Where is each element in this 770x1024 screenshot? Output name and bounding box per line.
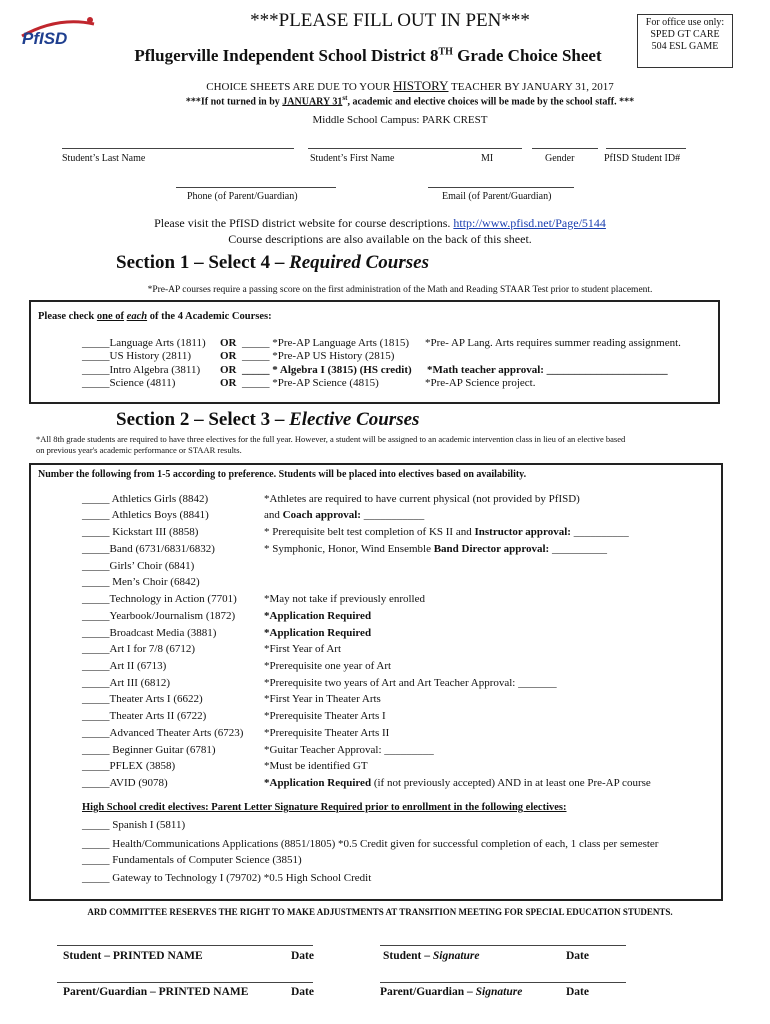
mi-label: MI xyxy=(481,153,494,164)
elective-requirement-note: * Prerequisite belt test completion of KS II and Instructor approval: __________ xyxy=(264,526,629,538)
student-signature-label: Student – Signature xyxy=(383,950,480,962)
hs-row-gateway[interactable]: _____ Gateway to Technology I (79702) *0.5 High School Credit xyxy=(82,872,372,884)
gender-label: Gender xyxy=(545,153,575,164)
first-name-label: Student’s First Name xyxy=(310,153,395,164)
elective-requirement-note: *Application Required xyxy=(264,610,372,622)
late-warning: ***If not turned in by JANUARY 31st, academic and elective choices will be made by the school staff. *** xyxy=(185,94,635,108)
elective-row[interactable] xyxy=(82,593,425,605)
elective-course-label: _____Yearbook/Journalism (1872) xyxy=(82,610,236,622)
required-box-title: Please check one of each of the 4 Academic Courses: xyxy=(38,311,272,322)
elective-requirement-note: *First Year in Theater Arts xyxy=(264,693,381,705)
email-label: Email (of Parent/Guardian) xyxy=(442,191,552,202)
due-date-line: CHOICE SHEETS ARE DUE TO YOUR HISTORY TEACHER BY JANUARY 31, 2017 xyxy=(206,78,614,93)
elective-course-label: _____ Men’s Choir (6842) xyxy=(82,576,200,588)
elective-requirement-note: *Application Required xyxy=(264,627,372,639)
elective-requirement-note: *Application Required (if not previously accepted) AND in at least one Pre-AP course xyxy=(264,777,651,789)
elective-row[interactable] xyxy=(82,627,372,639)
hs-row-spanish[interactable]: _____ Spanish I (5811) xyxy=(82,819,186,831)
elective-course-label: _____Art III (6812) xyxy=(82,677,170,689)
hs-credit-title: High School credit electives: Parent Letter Signature Required prior to enrollment in the following electives: xyxy=(82,802,567,813)
course-link[interactable]: http://www.pfisd.net/Page/5144 xyxy=(453,216,606,230)
student-printed-label: Student – PRINTED NAME xyxy=(63,950,203,962)
office-use-box: For office use only: SPED GT CARE 504 ESL GAME xyxy=(637,14,733,68)
elective-row[interactable] xyxy=(82,526,629,538)
elective-course-label: _____ Athletics Girls (8842) xyxy=(82,493,209,505)
date-label-2: Date xyxy=(566,950,589,962)
last-name-field[interactable] xyxy=(62,148,294,149)
elective-row[interactable] xyxy=(82,677,557,689)
elective-row[interactable] xyxy=(82,560,194,572)
elective-course-label: _____ Kickstart III (8858) xyxy=(82,526,199,538)
elective-course-label: _____ Athletics Boys (8841) xyxy=(82,509,209,521)
date-label-3: Date xyxy=(291,986,314,998)
elective-course-label: _____Broadcast Media (3881) xyxy=(82,627,217,639)
elective-requirement-note: *First Year of Art xyxy=(264,643,342,655)
section2-heading: Section 2 – Select 3 – Elective Courses xyxy=(116,409,420,430)
fill-in-pen-title: ***PLEASE FILL OUT IN PEN*** xyxy=(250,10,530,31)
student-id-label: PfISD Student ID# xyxy=(604,153,681,164)
required-row-us-history[interactable]: _____US History (2811) OR _____ *Pre-AP US History (2815) xyxy=(82,350,395,362)
elective-row[interactable] xyxy=(82,493,580,505)
elective-course-label: _____Theater Arts II (6722) xyxy=(82,710,207,722)
elective-row[interactable] xyxy=(82,509,425,521)
phone-label: Phone (of Parent/Guardian) xyxy=(187,191,298,202)
elective-row[interactable] xyxy=(82,727,390,739)
student-signature-field[interactable] xyxy=(380,945,626,946)
elective-row[interactable] xyxy=(82,576,200,588)
hs-row-health[interactable]: _____ Health/Communications Applications (8851/1805) *0.5 Credit given for successful completion of each, 1 class per semester xyxy=(82,838,659,850)
date-label-1: Date xyxy=(291,950,314,962)
last-name-label: Student’s Last Name xyxy=(62,153,146,164)
elective-row[interactable] xyxy=(82,610,372,622)
phone-field[interactable] xyxy=(176,187,336,188)
elective-course-label: _____Technology in Action (7701) xyxy=(82,593,237,605)
elective-requirement-note: *Prerequisite Theater Arts I xyxy=(264,710,386,722)
parent-signature-field[interactable] xyxy=(380,982,626,983)
gender-field[interactable] xyxy=(532,148,598,149)
elective-requirement-note: *Prerequisite one year of Art xyxy=(264,660,392,672)
elective-row[interactable] xyxy=(82,710,386,722)
elective-course-label: _____Art II (6713) xyxy=(82,660,167,672)
elective-row[interactable] xyxy=(82,693,381,705)
website-line2: Course descriptions are also available on the back of this sheet. xyxy=(228,232,532,246)
svg-text:PfISD: PfISD xyxy=(22,29,68,48)
hs-row-computer-science[interactable]: _____ Fundamentals of Computer Science (3851) xyxy=(82,854,302,866)
date-label-4: Date xyxy=(566,986,589,998)
first-name-field[interactable] xyxy=(308,148,522,149)
elective-row[interactable] xyxy=(82,760,368,772)
section1-note: *Pre-AP courses require a passing score on the first administration of the Math and Reading STAAR Test prior to student placement. xyxy=(147,285,653,295)
student-id-field[interactable] xyxy=(606,148,686,149)
elective-row[interactable] xyxy=(82,660,392,672)
elective-row[interactable] xyxy=(82,777,651,789)
elective-course-label: _____Theater Arts I (6622) xyxy=(82,693,203,705)
page-title: Pflugerville Independent School District 8TH Grade Choice Sheet xyxy=(134,46,602,65)
section2-note: *All 8th grade students are required to have three electives for the full year. However, a student will be assigned to an academic intervention class in lieu of an elective based on previous year's academic performance or STAAR results. xyxy=(36,434,626,455)
parent-signature-label: Parent/Guardian – Signature xyxy=(380,986,523,998)
email-field[interactable] xyxy=(428,187,574,188)
student-printed-name-field[interactable] xyxy=(57,945,313,946)
elective-requirement-note: and Coach approval: ___________ xyxy=(264,509,425,521)
elective-requirement-note: * Symphonic, Honor, Wind Ensemble Band Director approval: __________ xyxy=(264,543,607,555)
elective-course-label: _____Band (6731/6831/6832) xyxy=(82,543,215,555)
elective-course-label: _____Advanced Theater Arts (6723) xyxy=(82,727,244,739)
elective-course-label: _____AVID (9078) xyxy=(82,777,168,789)
elective-course-label: _____Art I for 7/8 (6712) xyxy=(82,643,196,655)
elective-course-label: _____ Beginner Guitar (6781) xyxy=(82,744,216,756)
required-row-science[interactable]: _____Science (4811) OR _____ *Pre-AP Science (4815) *Pre-AP Science project. xyxy=(82,377,536,389)
elective-requirement-note: *Prerequisite two years of Art and Art Teacher Approval: _______ xyxy=(264,677,557,689)
elective-box-title: Number the following from 1-5 according to preference. Students will be placed into electives based on availability. xyxy=(38,469,527,480)
elective-requirement-note: *Guitar Teacher Approval: _________ xyxy=(264,744,434,756)
required-row-algebra[interactable]: _____Intro Algebra (3811) OR _____ * Algebra I (3815) (HS credit) *Math teacher approval: ______________________ xyxy=(82,364,668,376)
elective-row[interactable] xyxy=(82,643,342,655)
required-row-language-arts[interactable]: _____Language Arts (1811) OR _____ *Pre-AP Language Arts (1815) *Pre- AP Lang. Arts requires summer reading assignment. xyxy=(82,337,681,349)
elective-requirement-note: *May not take if previously enrolled xyxy=(264,593,425,605)
elective-requirement-note: *Prerequisite Theater Arts II xyxy=(264,727,390,739)
website-line: Please visit the PfISD district website for course descriptions. http://www.pfisd.net/Page/5144 xyxy=(154,216,606,230)
elective-course-label: _____Girls’ Choir (6841) xyxy=(82,560,195,572)
ard-note: ARD COMMITTEE RESERVES THE RIGHT TO MAKE ADJUSTMENTS AT TRANSITION MEETING FOR SPECIAL EDUCATION STUDENTS. xyxy=(87,907,673,917)
elective-requirement-note: *Athletes are required to have current physical (not provided by PfISD) xyxy=(264,493,580,505)
elective-course-label: _____PFLEX (3858) xyxy=(82,760,176,772)
section1-heading: Section 1 – Select 4 – Required Courses xyxy=(116,252,429,273)
pfisd-logo xyxy=(18,14,98,48)
elective-row[interactable] xyxy=(82,543,607,555)
parent-printed-label: Parent/Guardian – PRINTED NAME xyxy=(63,986,249,998)
elective-row[interactable] xyxy=(82,744,434,756)
campus-line: Middle School Campus: PARK CREST xyxy=(312,114,488,126)
elective-requirement-note: *Must be identified GT xyxy=(264,760,368,772)
parent-printed-name-field[interactable] xyxy=(57,982,313,983)
